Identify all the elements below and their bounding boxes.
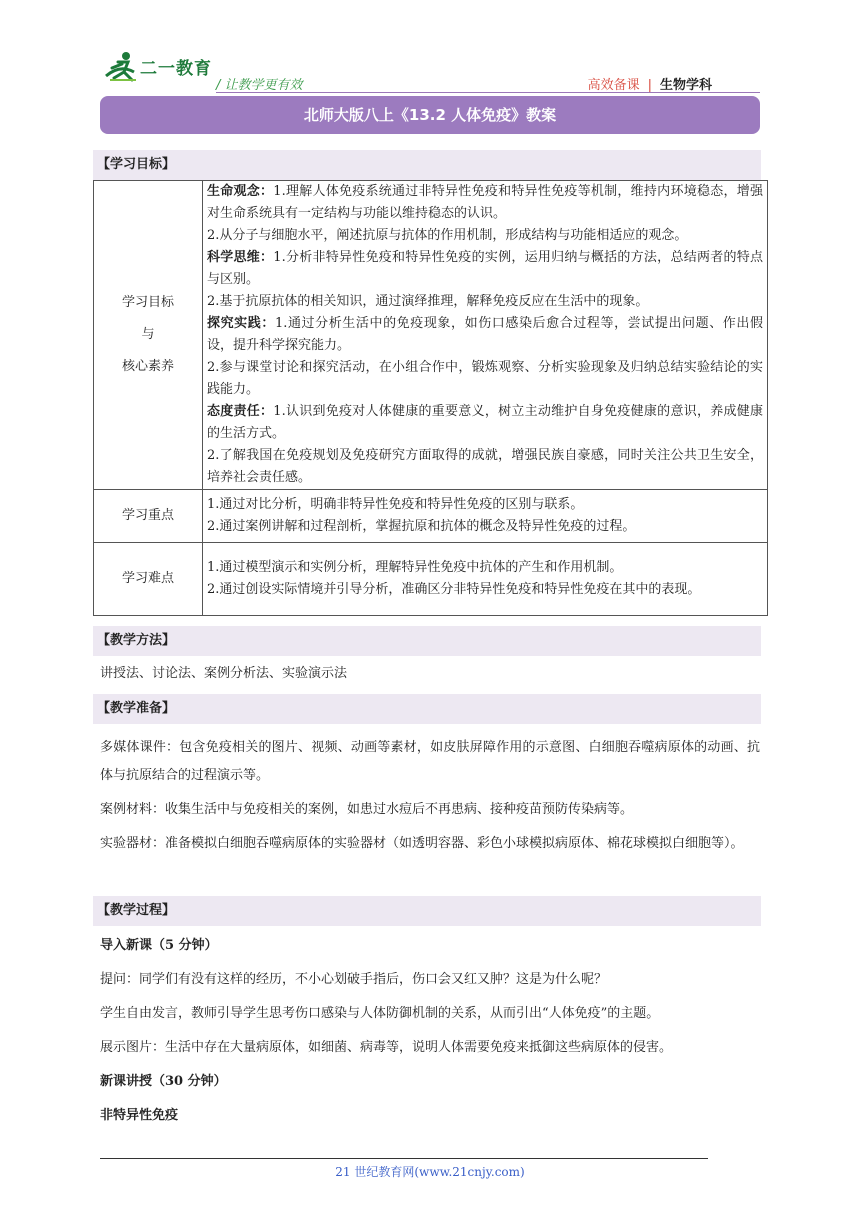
sub-heading: 非特异性免疫 <box>100 1108 179 1123</box>
prep-paragraph: 多媒体课件：包含免疫相关的图片、视频、动画等素材，如皮肤屏障作用的示意图、白细胞吞噬病原体的动画、抗体与抗原结合的过程演示等。 <box>100 740 760 783</box>
intro-paragraph: 展示图片：生活中存在大量病原体，如细菌、病毒等，说明人体需要免疫来抵御这些病原体的侵害。 <box>100 1040 673 1055</box>
document-title: 北师大版八上《13.2 人体免疫》教案 <box>100 96 760 134</box>
intro-paragraph: 学生自由发言，教师引导学生思考伤口感染与人体防御机制的关系，从而引出“人体免疫”的主题。 <box>100 1006 660 1021</box>
difficulty-item: 1.通过模型演示和实例分析，理解特异性免疫中抗体的产生和作用机制。 <box>207 560 623 575</box>
key-point-item: 2.通过案例讲解和过程剖析，掌握抗原和抗体的概念及特异性免疫的过程。 <box>207 519 636 534</box>
key-points-cell <box>203 490 768 543</box>
table-row <box>94 490 768 543</box>
goal-item: 生命观念：1.理解人体免疫系统通过非特异性免疫和特异性免疫等机制，维持内环境稳态，增强对生命系统具有一定结构与功能以维持稳态的认识。 <box>207 184 763 221</box>
intro-paragraph: 提问：同学们有没有这样的经历，不小心划破手指后，伤口会又红又肿？这是为什么呢？ <box>100 972 608 987</box>
method-text: 讲授法、讨论法、案例分析法、实验演示法 <box>100 666 348 681</box>
difficulty-item: 2.通过创设实际情境并引导分析，准确区分非特异性免疫和特异性免疫在其中的表现。 <box>207 582 701 597</box>
goal-item: 科学思维：1.分析非特异性免疫和特异性免疫的实例，运用归纳与概括的方法，总结两者的特点与区别。 <box>207 250 763 287</box>
section-prep-heading: 【教学准备】 <box>93 694 761 724</box>
tag-separator: | <box>647 78 652 93</box>
difficulty-label: 学习难点 <box>94 543 203 616</box>
goal-item: 2.基于抗原抗体的相关知识，通过演绎推理，解释免疫反应在生活中的现象。 <box>207 294 649 309</box>
footer-source: 21 世纪教育网(www.21cnjy.com) <box>335 1165 525 1179</box>
goals-label-line: 与 <box>141 327 155 342</box>
goal-item: 2.从分子与细胞水平，阐述抗原与抗体的作用机制，形成结构与功能相适应的观念。 <box>207 228 688 243</box>
key-points-label: 学习重点 <box>94 490 203 543</box>
header-tags <box>588 74 712 93</box>
intro-heading: 导入新课（5 分钟） <box>100 938 218 953</box>
goal-item: 态度责任：1.认识到免疫对人体健康的重要意义，树立主动维护自身免疫健康的意识，养成健康的生活方式。 <box>207 404 763 441</box>
prep-paragraph: 案例材料：收集生活中与免疫相关的案例，如患过水痘后不再患病、接种疫苗预防传染病等。 <box>100 802 634 817</box>
section-process-heading: 【教学过程】 <box>93 896 761 926</box>
tag-efficient-prep: 高效备课 <box>587 78 640 93</box>
section-method-heading: 【教学方法】 <box>93 626 761 656</box>
table-row <box>94 181 768 490</box>
goals-content-cell <box>203 181 768 490</box>
goal-item: 2.参与课堂讨论和探究活动，在小组合作中，锻炼观察、分析实验现象及归纳总结实验结论的实践能力。 <box>207 360 763 397</box>
prep-paragraph: 实验器材：准备模拟白细胞吞噬病原体的实验器材（如透明容器、彩色小球模拟病原体、棉花球模拟白细胞等）。 <box>100 836 744 851</box>
table-row <box>94 543 768 616</box>
goal-item: 2.了解我国在免疫规划及免疫研究方面取得的成就，增强民族自豪感，同时关注公共卫生安全，培养社会责任感。 <box>207 448 763 485</box>
goals-label-line: 核心素养 <box>121 359 174 374</box>
key-point-item: 1.通过对比分析，明确非特异性免疫和特异性免疫的区别与联系。 <box>207 497 584 512</box>
section-goals-heading: 【学习目标】 <box>93 150 761 180</box>
difficulty-cell <box>203 543 768 616</box>
goals-table <box>93 180 768 616</box>
new-lesson-heading: 新课讲授（30 分钟） <box>100 1074 227 1089</box>
goals-label-cell <box>94 181 203 490</box>
logo-text: 二一教育 <box>140 59 212 79</box>
goal-item: 探究实践：1.通过分析生活中的免疫现象，如伤口感染后愈合过程等，尝试提出问题、作出假设，提升科学探究能力。 <box>207 316 763 353</box>
footer-divider <box>100 1158 708 1159</box>
header-divider <box>216 92 760 93</box>
tag-subject: 生物学科 <box>659 78 712 93</box>
goals-label-line: 学习目标 <box>121 295 174 310</box>
slogan: / 让教学更有效 <box>216 78 303 93</box>
